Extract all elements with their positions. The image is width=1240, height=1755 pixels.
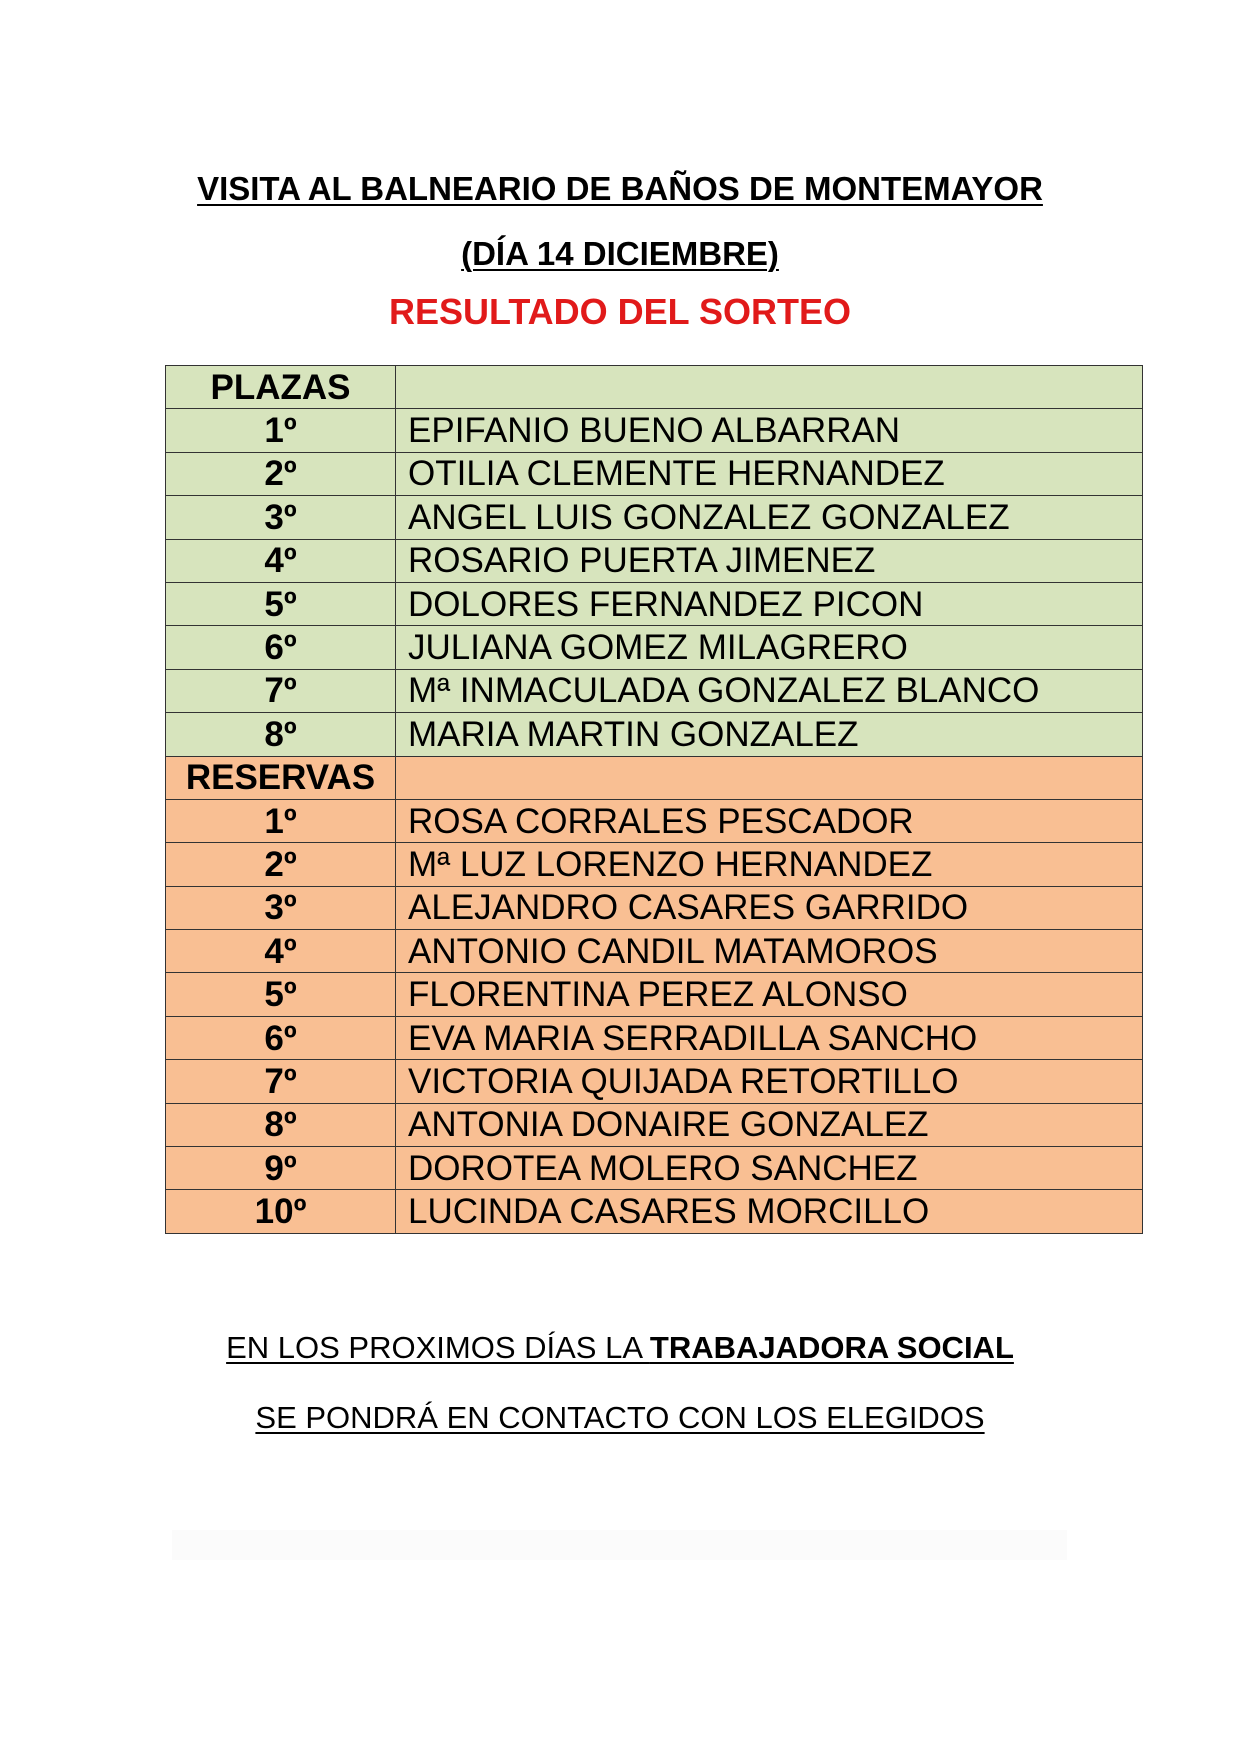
reserva-position: 4º	[166, 930, 396, 973]
reserva-row	[166, 930, 1143, 973]
reserva-position: 5º	[166, 973, 396, 1016]
reserva-name: ANTONIA DONAIRE GONZALEZ	[396, 1103, 1143, 1146]
plaza-row	[166, 496, 1143, 539]
reserva-position: 7º	[166, 1060, 396, 1103]
document-date: (DÍA 14 DICIEMBRE)	[461, 235, 779, 272]
reserva-row	[166, 1060, 1143, 1103]
reserva-name: DOROTEA MOLERO SANCHEZ	[396, 1147, 1143, 1190]
plaza-position: 5º	[166, 582, 396, 625]
reserva-row	[166, 799, 1143, 842]
reserva-row	[166, 973, 1143, 1016]
plaza-name: Mª INMACULADA GONZALEZ BLANCO	[396, 669, 1143, 712]
plaza-name: ROSARIO PUERTA JIMENEZ	[396, 539, 1143, 582]
result-heading: RESULTADO DEL SORTEO	[388, 291, 852, 332]
plaza-name: MARIA MARTIN GONZALEZ	[396, 713, 1143, 756]
plaza-row	[166, 539, 1143, 582]
plaza-row	[166, 409, 1143, 452]
reserva-row	[166, 1103, 1143, 1146]
footer-notice-line1	[0, 1330, 1240, 1366]
plaza-position: 1º	[166, 409, 396, 452]
reservas-header-empty-cell	[396, 756, 1143, 799]
reserva-position: 10º	[166, 1190, 396, 1233]
reserva-name: Mª LUZ LORENZO HERNANDEZ	[396, 843, 1143, 886]
reserva-name: ALEJANDRO CASARES GARRIDO	[396, 886, 1143, 929]
plaza-row	[166, 713, 1143, 756]
reservas-header: RESERVAS	[166, 756, 396, 799]
plaza-row	[166, 669, 1143, 712]
plaza-name: OTILIA CLEMENTE HERNANDEZ	[396, 452, 1143, 495]
plaza-name: EPIFANIO BUENO ALBARRAN	[396, 409, 1143, 452]
draw-results-table	[165, 365, 1143, 1234]
plazas-header-row	[166, 366, 1143, 409]
reserva-row	[166, 1147, 1143, 1190]
plaza-row	[166, 626, 1143, 669]
plaza-name: ANGEL LUIS GONZALEZ GONZALEZ	[396, 496, 1143, 539]
footer-notice-prefix: EN LOS PROXIMOS DÍAS LA	[226, 1330, 650, 1365]
plazas-header: PLAZAS	[166, 366, 396, 409]
reserva-name: EVA MARIA SERRADILLA SANCHO	[396, 1016, 1143, 1059]
reserva-row	[166, 886, 1143, 929]
reserva-row	[166, 1016, 1143, 1059]
reserva-row	[166, 843, 1143, 886]
reserva-position: 3º	[166, 886, 396, 929]
reserva-name: FLORENTINA PEREZ ALONSO	[396, 973, 1143, 1016]
plaza-row	[166, 582, 1143, 625]
faint-background-band	[172, 1530, 1067, 1560]
plaza-position: 3º	[166, 496, 396, 539]
reserva-name: ANTONIO CANDIL MATAMOROS	[396, 930, 1143, 973]
reserva-row	[166, 1190, 1143, 1233]
reserva-position: 1º	[166, 799, 396, 842]
plaza-name: JULIANA GOMEZ MILAGRERO	[396, 626, 1143, 669]
plaza-position: 8º	[166, 713, 396, 756]
reservas-header-row	[166, 756, 1143, 799]
reserva-name: LUCINDA CASARES MORCILLO	[396, 1190, 1143, 1233]
reserva-name: VICTORIA QUIJADA RETORTILLO	[396, 1060, 1143, 1103]
reserva-name: ROSA CORRALES PESCADOR	[396, 799, 1143, 842]
reserva-position: 8º	[166, 1103, 396, 1146]
plazas-header-empty-cell	[396, 366, 1143, 409]
reserva-position: 9º	[166, 1147, 396, 1190]
footer-notice-line2: SE PONDRÁ EN CONTACTO CON LOS ELEGIDOS	[255, 1400, 985, 1435]
plaza-position: 2º	[166, 452, 396, 495]
plaza-name: DOLORES FERNANDEZ PICON	[396, 582, 1143, 625]
document-title: VISITA AL BALNEARIO DE BAÑOS DE MONTEMAYOR	[197, 170, 1043, 207]
footer-notice-emphasis: TRABAJADORA SOCIAL	[649, 1330, 1014, 1365]
reserva-position: 6º	[166, 1016, 396, 1059]
reserva-position: 2º	[166, 843, 396, 886]
plaza-position: 4º	[166, 539, 396, 582]
plaza-position: 7º	[166, 669, 396, 712]
plaza-position: 6º	[166, 626, 396, 669]
plaza-row	[166, 452, 1143, 495]
